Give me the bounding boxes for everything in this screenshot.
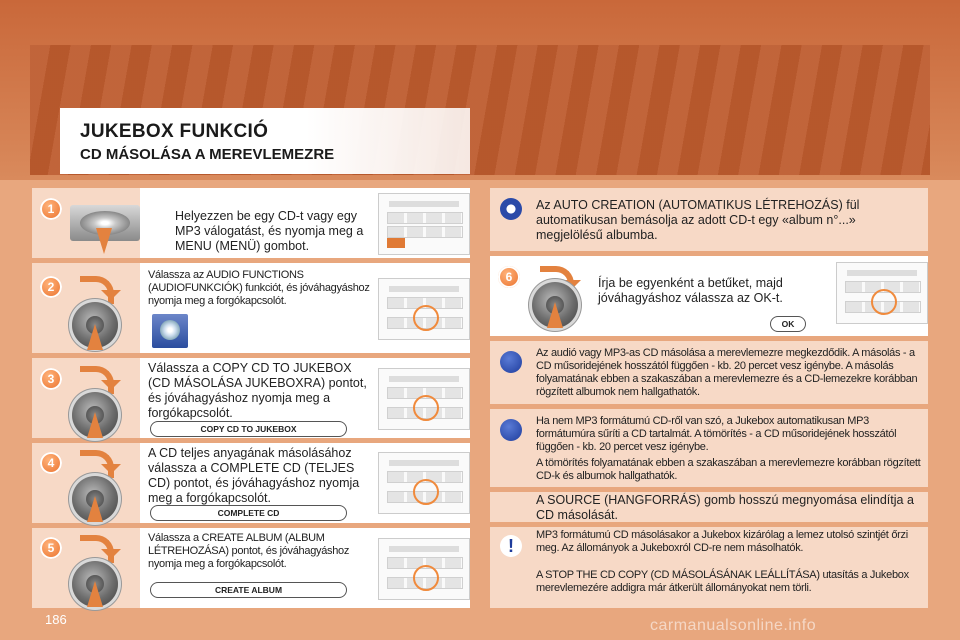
step-6-text: Írja be egyenként a betűket, majd jóváhagyáshoz válassza az OK-t. — [598, 276, 783, 305]
press-arrow-icon — [87, 412, 103, 438]
step-4-text: A CD teljes anyagának másolásához válassza a COMPLETE CD (TELJES CD) pontot, és jóváhagyáshoz nyomja meg a forgókapcsolót. — [148, 446, 360, 505]
note-mp3-line2: A tömörítés folyamatának ebben a szakaszában a merevlemezre korábban rögzített CD-k és albumok hallgathatók. — [536, 457, 921, 482]
menu-button-highlight — [387, 238, 405, 248]
knob-highlight-ring — [413, 305, 439, 331]
step-1-text: Helyezzen be egy CD-t vagy egy MP3 válogatást, és nyomja meg a MENU (MENÜ) gombot. — [175, 209, 364, 253]
copy-cd-to-jukebox-button[interactable]: COPY CD TO JUKEBOX — [150, 421, 347, 437]
note-mp3-compression — [490, 409, 928, 487]
radio-unit-5 — [378, 538, 470, 600]
create-album-button[interactable]: CREATE ALBUM — [150, 582, 347, 598]
radio-unit-4 — [378, 452, 470, 514]
step-6-panel — [490, 256, 928, 336]
press-arrow-icon — [87, 324, 103, 350]
page-title: JUKEBOX FUNKCIÓ — [80, 121, 269, 142]
insert-arrow-icon — [96, 228, 112, 254]
info-sun-icon — [500, 198, 522, 220]
page-subtitle: CD MÁSOLÁSA A MEREVLEMEZRE — [80, 146, 335, 163]
press-arrow-icon — [87, 581, 103, 607]
info-dot-icon — [500, 419, 522, 441]
step-2-text: Válassza az AUDIO FUNCTIONS (AUDIOFUNKCIÓK) funkciót, és jóváhagyáshoz nyomja meg a forgókapcsolót. — [148, 269, 370, 307]
radio-unit-2 — [378, 278, 470, 340]
note-warning — [490, 527, 928, 608]
note-source — [490, 492, 928, 522]
note-copy-start — [490, 341, 928, 404]
knob-highlight-ring — [413, 565, 439, 591]
step-3-text: Válassza a COPY CD TO JUKEBOX (CD MÁSOLÁSA JUKEBOXRA) pontot, és jóváhagyáshoz nyomja meg a forgókapcsolót. — [148, 361, 367, 420]
knob-highlight-ring — [871, 289, 897, 315]
note-warning-line2: A STOP THE CD COPY (CD MÁSOLÁSÁNAK LEÁLLÍTÁSA) utasítás a Jukebox merevlemezére addigra már átkerült állományokat nem törli. — [536, 569, 909, 594]
note-warning-line1: MP3 formátumú CD másolásakor a Jukebox kizárólag a lemez utolsó szintjét őrzi meg. Az állományok a Jukeboxról CD-re nem másolhatók. — [536, 529, 908, 554]
radio-unit-3 — [378, 368, 470, 430]
note-auto-creation-text: Az AUTO CREATION (AUTOMATIKUS LÉTREHOZÁS) fül automatikusan bemásolja az adott CD-t egy «album n°...» megjelölésű albumba. — [536, 198, 860, 242]
warning-icon: ! — [500, 535, 522, 557]
info-dot-icon — [500, 351, 522, 373]
ok-button[interactable]: OK — [770, 316, 806, 332]
note-copy-start-text: Az audió vagy MP3-as CD másolása a merevlemezre megkezdődik. A másolás - a CD műsoridejének hosszától függően - kb. 20 percet vesz igénybe. A másolás folyamatának ebben a szakaszában a merevlemezre és a CD-lemezekre korábban rögzített albumok nem hallgathatók. — [536, 347, 918, 398]
note-auto-creation — [490, 188, 928, 251]
step-4-number: 4 — [40, 452, 62, 474]
knob-highlight-ring — [413, 479, 439, 505]
audio-functions-icon — [152, 314, 188, 348]
complete-cd-button[interactable]: COMPLETE CD — [150, 505, 347, 521]
radio-unit-1 — [378, 193, 470, 255]
note-source-text: A SOURCE (HANGFORRÁS) gomb hosszú megnyomása elindítja a CD másolását. — [536, 493, 914, 522]
radio-unit-6 — [836, 262, 928, 324]
press-arrow-icon — [87, 496, 103, 522]
step-2-number: 2 — [40, 276, 62, 298]
step-1-number: 1 — [40, 198, 62, 220]
step-5-text: Válassza a CREATE ALBUM (ALBUM LÉTREHOZÁSA) pontot, és jóváhagyáshoz nyomja meg a forgókapcsolót. — [148, 532, 350, 570]
watermark: carmanualsonline.info — [650, 617, 817, 634]
step-5-number: 5 — [40, 537, 62, 559]
note-mp3-line1: Ha nem MP3 formátumú CD-ről van szó, a Jukebox automatikusan MP3 formátumúra sűríti a CD tartalmát. A tömörítés - a CD műsoridejének hosszától függően - kb. 20 percet vesz igénybe. — [536, 415, 897, 453]
page-number: 186 — [45, 612, 67, 627]
knob-highlight-ring — [413, 395, 439, 421]
step-3-number: 3 — [40, 368, 62, 390]
step-6-number: 6 — [498, 266, 520, 288]
press-arrow-icon — [547, 302, 563, 328]
